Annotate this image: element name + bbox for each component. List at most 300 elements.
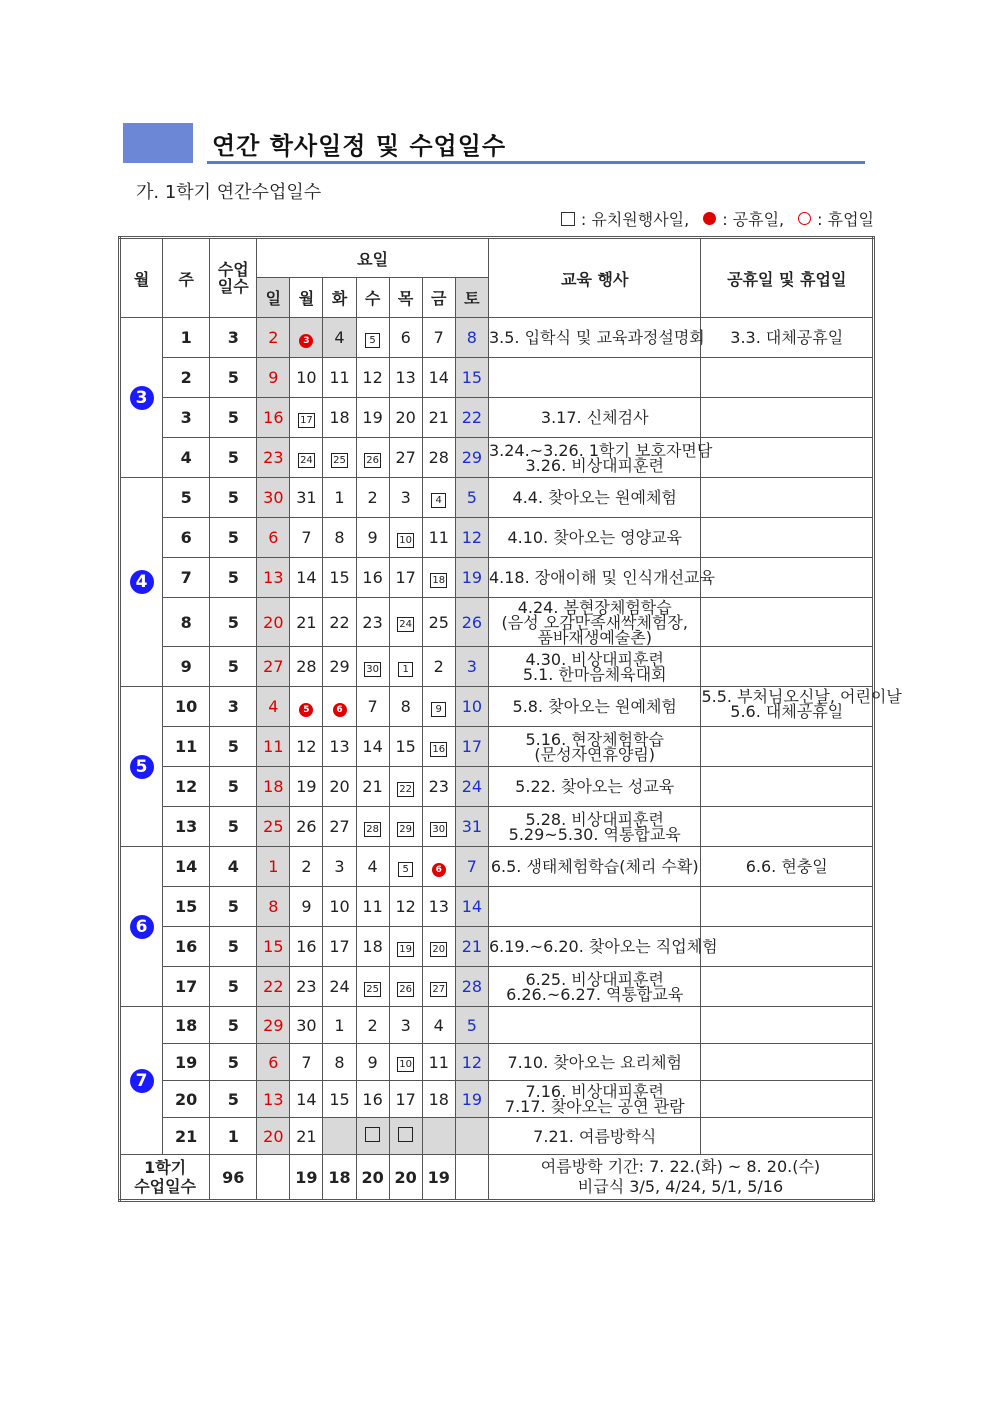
date-number: 14 [461, 897, 483, 916]
date-cell [323, 518, 356, 558]
date-number: 24 [329, 977, 350, 996]
date-number: 17 [461, 737, 483, 756]
date-number: 14 [296, 1089, 317, 1109]
week-number: 10 [163, 687, 210, 727]
date-number: 29 [329, 657, 350, 676]
event-cell [488, 1044, 701, 1081]
holiday-cell [701, 398, 874, 438]
date-cell [356, 927, 389, 967]
class-days: 5 [210, 1081, 257, 1118]
holiday-cell [701, 967, 874, 1007]
summary-label [120, 1155, 210, 1201]
month-cell [120, 318, 163, 478]
date-cell [290, 558, 323, 598]
event-line: 3.17. 신체검사 [540, 408, 649, 427]
date-cell [455, 598, 488, 647]
date-number: 17 [395, 568, 416, 587]
date-cell [389, 598, 422, 647]
event-line: 7.10. 찾아오는 요리체험 [507, 1052, 682, 1072]
summary-note-line: 비급식 3/5, 4/24, 5/1, 5/16 [577, 1177, 784, 1196]
event-cell [488, 807, 701, 847]
week-number: 13 [163, 807, 210, 847]
date-cell [257, 518, 290, 558]
schedule-table [118, 236, 902, 1202]
date-number: 16 [263, 408, 284, 427]
event-line: 5.16. 현장체험학습 [525, 729, 664, 749]
event-line: 3.26. 비상대피훈련 [525, 455, 664, 475]
date-number: 1 [334, 488, 345, 507]
event-cell [488, 358, 701, 398]
date-cell [389, 927, 422, 967]
date-number: 10 [329, 897, 350, 916]
date-cell [323, 1044, 356, 1081]
event-line: 7.17. 찾아오는 공연 관람 [504, 1097, 685, 1116]
date-cell [356, 1081, 389, 1118]
date-number: 1 [268, 857, 279, 876]
event-cell [488, 647, 701, 687]
date-cell [356, 438, 389, 478]
holiday-cell [701, 1081, 874, 1118]
date-number: 12 [461, 1052, 483, 1072]
event-line: 4.30. 비상대피훈련 [525, 649, 664, 669]
holiday-cell [701, 478, 874, 518]
date-cell [323, 1007, 356, 1044]
date-number: 3 [400, 1015, 411, 1035]
date-number: 21 [296, 1126, 317, 1146]
date-cell [422, 318, 455, 358]
event-line: 5.29~5.30. 역통합교육 [508, 824, 681, 844]
date-number: 21 [296, 612, 317, 632]
class-days: 5 [210, 358, 257, 398]
event-line: 7.21. 여름방학식 [533, 1126, 657, 1146]
date-number: 9 [367, 528, 378, 547]
holiday-cell [701, 598, 874, 647]
class-days: 5 [210, 967, 257, 1007]
date-cell [290, 518, 323, 558]
date-number: 26 [461, 612, 483, 632]
header-month: 월 [120, 238, 163, 318]
week-number: 3 [163, 398, 210, 438]
page-title: 연간 학사일정 및 수업일수 [212, 132, 507, 160]
class-days: 3 [210, 687, 257, 727]
date-cell [290, 927, 323, 967]
holiday-cell [701, 807, 874, 847]
date-number: 21 [362, 777, 383, 796]
event-line: 3.5. 입학식 및 교육과정설명회 [488, 328, 705, 347]
summary-dow-total: 20 [389, 1155, 422, 1201]
date-cell [455, 398, 488, 438]
date-cell [257, 398, 290, 438]
holiday-cell [701, 1044, 874, 1081]
date-cell [422, 1007, 455, 1044]
week-number: 7 [163, 558, 210, 598]
holiday-cell [701, 438, 874, 478]
date-cell [422, 847, 455, 887]
date-number: 23 [428, 777, 449, 796]
date-cell [356, 887, 389, 927]
date-cell [290, 1044, 323, 1081]
date-number: 30 [263, 488, 284, 507]
header-dow-group: 요일 [257, 238, 489, 278]
event-line: 품바재생예술촌) [537, 627, 652, 647]
date-cell [290, 967, 323, 1007]
date-number: 11 [329, 368, 350, 387]
date-number: 23 [362, 612, 383, 632]
event-line: 6.5. 생태체험학습(체리 수확) [490, 857, 699, 876]
date-number: 11 [263, 737, 284, 756]
event-line: 5.22. 찾아오는 성교육 [515, 777, 675, 796]
holiday-line: 5.5. 부처님오신날, 어린이날 [701, 687, 902, 706]
header-days [210, 238, 257, 318]
class-days: 5 [210, 478, 257, 518]
date-cell [455, 887, 488, 927]
date-number: 22 [461, 408, 483, 427]
date-cell [389, 967, 422, 1007]
date-number: 18 [428, 1089, 449, 1109]
legend-event-label: : 유치원행사일, [580, 210, 690, 229]
date-number: 18 [329, 408, 350, 427]
rest-ring-icon [798, 212, 811, 225]
date-cell [290, 1007, 323, 1044]
event-date [365, 1127, 380, 1142]
holiday-date: 6 [333, 703, 347, 717]
event-line: 4.24. 봄현장체험학습 [517, 597, 672, 617]
month-cell [120, 687, 163, 847]
holiday-cell [701, 687, 902, 727]
date-cell [257, 687, 290, 727]
event-line: 4.18. 장애이해 및 인식개선교육 [488, 568, 715, 587]
date-number: 27 [329, 817, 350, 836]
summary-dow-total [257, 1155, 290, 1201]
date-number: 2 [367, 488, 378, 507]
event-line: 5.8. 찾아오는 원예체험 [512, 697, 677, 716]
summary-label-line2: 수업일수 [134, 1177, 197, 1196]
date-number: 7 [301, 528, 312, 547]
title-accent-block [123, 123, 193, 163]
event-line: 4.4. 찾아오는 원예체험 [512, 488, 677, 507]
legend-holiday-label: : 공휴일, [722, 210, 785, 229]
date-number: 25 [428, 612, 449, 632]
summary-note-line: 여름방학 기간: 7. 22.(화) ~ 8. 20.(수) [540, 1157, 821, 1176]
event-cell [488, 478, 701, 518]
holiday-cell [701, 767, 874, 807]
date-number: 25 [263, 817, 284, 836]
date-cell [455, 318, 488, 358]
date-cell [356, 967, 389, 1007]
class-days: 5 [210, 767, 257, 807]
event-date: 9 [431, 702, 446, 717]
holiday-date: 3 [299, 334, 313, 348]
header-days-line1: 수업 [217, 260, 249, 279]
event-line: 4.10. 찾아오는 영양교육 [507, 528, 682, 547]
event-date: 19 [399, 943, 413, 955]
date-cell [257, 1007, 290, 1044]
event-cell [488, 558, 715, 598]
date-number: 6 [268, 528, 279, 547]
date-cell [290, 1081, 323, 1118]
legend [561, 207, 874, 230]
event-line: 3.24.~3.26. 1학기 보호자면담 [488, 440, 713, 460]
date-number: 29 [263, 1015, 284, 1035]
event-line: 6.26.~6.27. 역통합교육 [506, 984, 684, 1004]
date-number: 14 [428, 368, 449, 387]
class-days: 5 [210, 887, 257, 927]
date-cell [290, 398, 323, 438]
event-cell [488, 1118, 701, 1155]
holiday-cell [701, 358, 874, 398]
class-days: 5 [210, 807, 257, 847]
date-cell [323, 358, 356, 398]
date-cell [257, 647, 290, 687]
date-number: 19 [461, 1089, 483, 1109]
date-number: 29 [461, 448, 483, 467]
title-underline [207, 161, 865, 164]
week-number: 18 [163, 1007, 210, 1044]
event-date: 5 [365, 333, 380, 348]
date-number: 16 [362, 568, 383, 587]
date-number: 30 [296, 1015, 317, 1035]
class-days: 3 [210, 318, 257, 358]
date-cell [290, 318, 323, 358]
header-dow-4: 목 [389, 278, 422, 318]
summary-label-line1: 1학기 [144, 1158, 187, 1177]
event-date: 5 [398, 862, 413, 877]
date-number: 2 [268, 328, 279, 347]
event-date: 27 [432, 983, 446, 995]
date-cell [356, 478, 389, 518]
class-days: 5 [210, 647, 257, 687]
date-cell [389, 807, 422, 847]
header-days-line2: 일수 [217, 277, 249, 296]
event-date: 26 [399, 983, 413, 995]
date-number: 16 [362, 1089, 383, 1109]
event-cell [488, 398, 701, 438]
date-cell [455, 438, 488, 478]
date-cell [422, 478, 455, 518]
summary-total: 96 [210, 1155, 257, 1201]
date-cell [257, 767, 290, 807]
date-number: 3 [334, 857, 345, 876]
date-number: 18 [263, 777, 284, 796]
event-cell [488, 518, 701, 558]
event-date: 24 [300, 454, 313, 466]
month-number-badge: 3 [130, 386, 154, 410]
date-cell [290, 887, 323, 927]
date-cell [323, 318, 356, 358]
event-date: 26 [366, 454, 379, 466]
event-line: 6.25. 비상대피훈련 [525, 969, 664, 989]
event-line: (문성자연휴양림) [534, 744, 656, 764]
date-cell [455, 727, 488, 767]
date-number: 10 [461, 697, 483, 716]
date-cell [257, 887, 290, 927]
date-number: 8 [400, 697, 411, 716]
date-cell [422, 518, 455, 558]
date-number: 13 [395, 368, 416, 387]
date-cell [422, 1044, 455, 1081]
date-number: 10 [296, 368, 317, 387]
date-cell [389, 438, 422, 478]
event-line: (음성 오감만족새싹체험장, [501, 612, 688, 632]
class-days: 5 [210, 558, 257, 598]
date-number: 15 [395, 737, 416, 756]
week-number: 8 [163, 598, 210, 647]
date-cell [290, 767, 323, 807]
date-number: 9 [367, 1052, 378, 1072]
date-cell [356, 727, 389, 767]
event-cell [488, 927, 718, 967]
class-days: 4 [210, 847, 257, 887]
event-date: 16 [432, 743, 446, 755]
header-dow-1: 월 [290, 278, 323, 318]
holiday-cell [701, 518, 874, 558]
date-number: 14 [296, 568, 317, 587]
date-number: 4 [334, 328, 345, 347]
date-cell [290, 438, 323, 478]
date-number: 27 [263, 657, 284, 676]
holiday-cell [701, 558, 874, 598]
date-number: 28 [428, 448, 449, 467]
holiday-line: 5.6. 대체공휴일 [730, 702, 844, 721]
date-number: 8 [466, 328, 477, 347]
event-cell [488, 1007, 701, 1044]
date-number: 3 [466, 657, 477, 676]
date-cell [257, 318, 290, 358]
week-number: 4 [163, 438, 210, 478]
event-cell [488, 687, 701, 727]
holiday-cell [701, 1118, 874, 1155]
holiday-cell [701, 847, 874, 887]
date-cell [455, 1118, 488, 1155]
week-number: 17 [163, 967, 210, 1007]
holiday-date: 6 [432, 863, 446, 877]
date-cell [323, 1118, 356, 1155]
date-number: 28 [296, 657, 317, 676]
date-number: 22 [329, 612, 350, 632]
date-number: 13 [263, 568, 284, 587]
class-days: 5 [210, 727, 257, 767]
date-cell [323, 398, 356, 438]
date-number: 4 [268, 697, 279, 716]
class-days: 5 [210, 1044, 257, 1081]
week-number: 21 [163, 1118, 210, 1155]
holiday-cell [701, 887, 874, 927]
event-date: 30 [432, 823, 446, 835]
date-cell [455, 558, 488, 598]
month-cell [120, 847, 163, 1007]
event-date: 17 [300, 414, 313, 426]
date-number: 19 [362, 408, 383, 427]
event-date: 22 [399, 783, 413, 795]
date-cell [389, 398, 422, 438]
date-number: 3 [400, 488, 411, 507]
date-cell [389, 647, 422, 687]
date-cell [455, 967, 488, 1007]
month-number-badge: 6 [130, 915, 154, 939]
event-date: 10 [399, 1059, 413, 1070]
date-cell [422, 727, 455, 767]
week-number: 9 [163, 647, 210, 687]
date-number: 7 [301, 1052, 312, 1072]
date-cell [323, 847, 356, 887]
class-days: 5 [210, 398, 257, 438]
date-number: 20 [395, 408, 416, 427]
month-number-badge: 7 [130, 1069, 154, 1093]
header-dow-0: 일 [257, 278, 290, 318]
date-cell [389, 1044, 422, 1081]
header-holidays: 공휴일 및 휴업일 [701, 238, 874, 318]
date-number: 2 [301, 857, 312, 876]
date-cell [323, 1081, 356, 1118]
date-number: 15 [263, 937, 284, 956]
date-number: 31 [296, 488, 317, 507]
week-number: 2 [163, 358, 210, 398]
date-cell [422, 558, 455, 598]
date-number: 5 [466, 488, 477, 507]
date-cell [257, 1118, 290, 1155]
holiday-cell [701, 727, 874, 767]
date-cell [323, 558, 356, 598]
event-line: 5.28. 비상대피훈련 [525, 809, 664, 829]
section-subtitle: 가. 1학기 연간수업일수 [136, 182, 322, 203]
event-cell [488, 847, 701, 887]
date-number: 13 [263, 1089, 284, 1109]
date-cell [356, 847, 389, 887]
week-number: 14 [163, 847, 210, 887]
date-cell [257, 847, 290, 887]
event-date: 28 [366, 823, 379, 835]
header-week: 주 [163, 238, 210, 318]
event-line: 7.16. 비상대피훈련 [525, 1082, 664, 1101]
week-number: 12 [163, 767, 210, 807]
event-date: 1 [398, 662, 413, 677]
date-cell [323, 687, 356, 727]
event-date [398, 1127, 413, 1142]
date-number: 2 [367, 1015, 378, 1035]
date-number: 13 [428, 897, 449, 916]
date-number: 19 [296, 777, 317, 796]
event-line: 5.1. 한마음체육대회 [522, 664, 667, 684]
event-date: 24 [399, 619, 413, 630]
summary-dow-total: 20 [356, 1155, 389, 1201]
week-number: 16 [163, 927, 210, 967]
date-number: 21 [461, 937, 483, 956]
date-number: 7 [433, 328, 444, 347]
date-cell [290, 1118, 323, 1155]
date-cell [455, 1044, 488, 1081]
holiday-line: 6.6. 현충일 [745, 857, 828, 876]
date-cell [356, 598, 389, 647]
date-number: 20 [329, 777, 350, 796]
date-number: 15 [461, 368, 483, 387]
date-number: 26 [296, 817, 317, 836]
date-number: 15 [329, 1089, 350, 1109]
date-number: 12 [362, 368, 383, 387]
date-cell [422, 807, 455, 847]
date-number: 11 [362, 897, 383, 916]
date-number: 7 [367, 697, 378, 716]
event-cell [488, 438, 713, 478]
date-cell [422, 927, 455, 967]
date-cell [356, 398, 389, 438]
date-cell [356, 318, 389, 358]
date-cell [422, 647, 455, 687]
event-square-icon [561, 212, 575, 226]
class-days: 5 [210, 927, 257, 967]
week-number: 5 [163, 478, 210, 518]
date-cell [455, 647, 488, 687]
date-number: 2 [433, 657, 444, 676]
